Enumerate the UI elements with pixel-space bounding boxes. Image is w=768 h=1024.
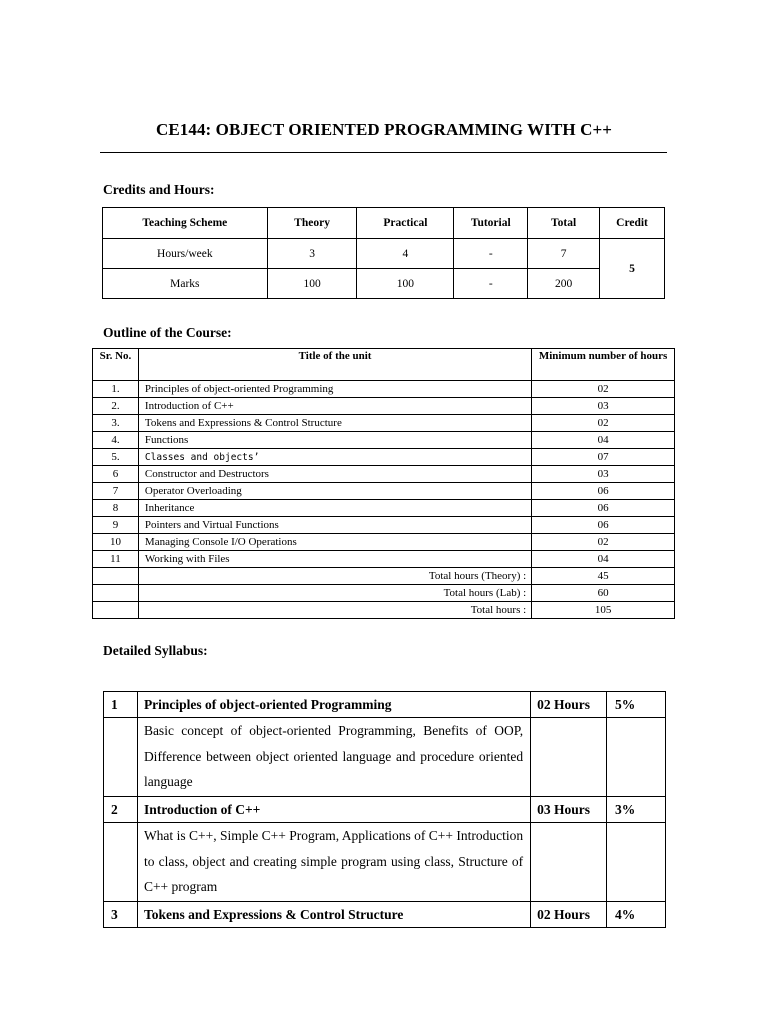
syllabus-unit-row (104, 902, 666, 928)
syllabus-unit-number: 1 (104, 692, 138, 718)
credits-cell: Hours/week (103, 239, 268, 269)
credits-header-row (103, 208, 665, 239)
outline-unit-title: Managing Console I/O Operations (138, 534, 531, 551)
outline-total-row (93, 602, 675, 619)
outline-sr: 2. (93, 398, 139, 415)
outline-row (93, 432, 675, 449)
credits-cell: - (454, 269, 528, 299)
outline-sr: 10 (93, 534, 139, 551)
credits-col-teaching-scheme: Teaching Scheme (103, 208, 268, 239)
outline-unit-title: Functions (138, 432, 531, 449)
credit-value: 5 (600, 239, 665, 299)
outline-unit-title: Classes and objects’ (138, 449, 531, 466)
total-hours-value: 105 (532, 602, 675, 619)
syllabus-unit-row (104, 797, 666, 823)
outline-heading: Outline of the Course: (103, 325, 232, 340)
total-theory-value: 45 (532, 568, 675, 585)
outline-hours: 07 (532, 449, 675, 466)
syllabus-empty-cell (531, 718, 607, 797)
outline-col-title: Title of the unit (138, 349, 531, 381)
syllabus-unit-description: What is C++, Simple C++ Program, Applications of C++ Introduction to class, object and creating simple program using class, Structure of C++ program (137, 823, 530, 902)
outline-sr: 9 (93, 517, 139, 534)
syllabus-unit-description: Basic concept of object-oriented Programming, Benefits of OOP, Difference between object oriented language and procedure oriented language (137, 718, 530, 797)
outline-hours: 02 (532, 534, 675, 551)
credits-col-theory: Theory (267, 208, 357, 239)
total-theory-label: Total hours (Theory) : (138, 568, 531, 585)
syllabus-desc-row (104, 718, 666, 797)
total-lab-value: 60 (532, 585, 675, 602)
syllabus-unit-row (104, 692, 666, 718)
syllabus-heading: Detailed Syllabus: (103, 643, 208, 658)
outline-sr: 1. (93, 381, 139, 398)
credits-cell: - (454, 239, 528, 269)
outline-row (93, 534, 675, 551)
outline-hours: 03 (532, 466, 675, 483)
outline-col-hours: Minimum number of hours (532, 349, 675, 381)
syllabus-unit-hours: 02 Hours (531, 692, 607, 718)
outline-unit-title: Constructor and Destructors (138, 466, 531, 483)
outline-table (92, 348, 675, 619)
outline-sr: 3. (93, 415, 139, 432)
credits-col-tutorial: Tutorial (454, 208, 528, 239)
outline-unit-title: Principles of object-oriented Programming (138, 381, 531, 398)
credits-cell: 200 (528, 269, 600, 299)
syllabus-table (103, 691, 666, 928)
syllabus-unit-percent: 3% (607, 797, 666, 823)
outline-empty-cell (93, 568, 139, 585)
outline-row (93, 449, 675, 466)
outline-empty-cell (93, 585, 139, 602)
outline-empty-cell (93, 602, 139, 619)
title-divider (100, 152, 667, 153)
credits-cell: 100 (357, 269, 454, 299)
syllabus-unit-title: Tokens and Expressions & Control Structure (137, 902, 530, 928)
syllabus-unit-title: Introduction of C++ (137, 797, 530, 823)
outline-hours: 02 (532, 415, 675, 432)
syllabus-unit-percent: 5% (607, 692, 666, 718)
outline-col-sr: Sr. No. (93, 349, 139, 381)
outline-hours: 06 (532, 500, 675, 517)
outline-row (93, 500, 675, 517)
outline-sr: 7 (93, 483, 139, 500)
outline-sr: 11 (93, 551, 139, 568)
outline-total-row (93, 568, 675, 585)
outline-row (93, 551, 675, 568)
syllabus-unit-title: Principles of object-oriented Programming (137, 692, 530, 718)
outline-total-row (93, 585, 675, 602)
outline-unit-title: Inheritance (138, 500, 531, 517)
syllabus-unit-number: 3 (104, 902, 138, 928)
syllabus-unit-percent: 4% (607, 902, 666, 928)
outline-unit-title: Working with Files (138, 551, 531, 568)
syllabus-unit-hours: 03 Hours (531, 797, 607, 823)
outline-row (93, 517, 675, 534)
syllabus-unit-number: 2 (104, 797, 138, 823)
total-lab-label: Total hours (Lab) : (138, 585, 531, 602)
outline-hours: 04 (532, 432, 675, 449)
syllabus-empty-cell (104, 718, 138, 797)
syllabus-desc-row (104, 823, 666, 902)
outline-sr: 6 (93, 466, 139, 483)
credits-table (102, 207, 665, 299)
syllabus-unit-hours: 02 Hours (531, 902, 607, 928)
outline-sr: 5. (93, 449, 139, 466)
credits-heading: Credits and Hours: (103, 182, 215, 197)
credits-col-total: Total (528, 208, 600, 239)
credits-cell: 4 (357, 239, 454, 269)
credits-row-marks (103, 269, 665, 299)
outline-row (93, 398, 675, 415)
outline-row (93, 415, 675, 432)
syllabus-empty-cell (607, 823, 666, 902)
outline-unit-title: Operator Overloading (138, 483, 531, 500)
credits-cell: Marks (103, 269, 268, 299)
outline-row (93, 466, 675, 483)
credits-row-hours (103, 239, 665, 269)
outline-header-row (93, 349, 675, 381)
total-hours-label: Total hours : (138, 602, 531, 619)
credits-cell: 3 (267, 239, 357, 269)
outline-hours: 03 (532, 398, 675, 415)
syllabus-empty-cell (104, 823, 138, 902)
outline-hours: 06 (532, 483, 675, 500)
outline-hours: 02 (532, 381, 675, 398)
page-title: CE144: OBJECT ORIENTED PROGRAMMING WITH C++ (155, 120, 613, 139)
outline-sr: 4. (93, 432, 139, 449)
outline-row (93, 381, 675, 398)
outline-sr: 8 (93, 500, 139, 517)
credits-cell: 100 (267, 269, 357, 299)
credits-col-practical: Practical (357, 208, 454, 239)
outline-row (93, 483, 675, 500)
outline-unit-title: Introduction of C++ (138, 398, 531, 415)
outline-hours: 04 (532, 551, 675, 568)
outline-hours: 06 (532, 517, 675, 534)
syllabus-empty-cell (531, 823, 607, 902)
credits-col-credit: Credit (600, 208, 665, 239)
outline-unit-title: Pointers and Virtual Functions (138, 517, 531, 534)
outline-unit-title: Tokens and Expressions & Control Structure (138, 415, 531, 432)
credits-cell: 7 (528, 239, 600, 269)
syllabus-empty-cell (607, 718, 666, 797)
